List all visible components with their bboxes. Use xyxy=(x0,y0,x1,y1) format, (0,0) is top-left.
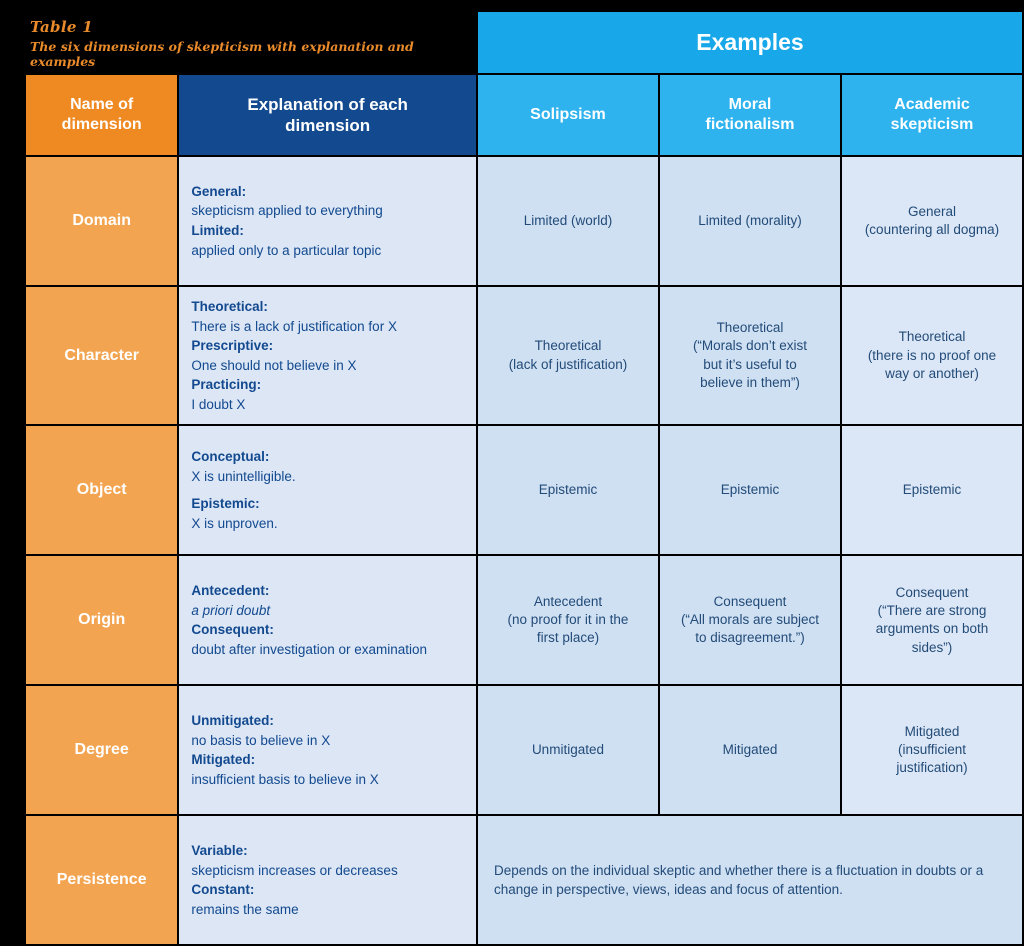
term: Theoretical: xyxy=(191,299,268,314)
row-name-object: Object xyxy=(26,426,177,554)
cell-line: Antecedent xyxy=(533,594,603,610)
term: Limited: xyxy=(191,223,244,238)
cell-line: Theoretical xyxy=(534,338,602,354)
term: Antecedent: xyxy=(191,583,270,599)
cell-line: (“All morals are subject xyxy=(680,612,819,628)
cell-degree-academic xyxy=(842,686,1022,814)
table-caption xyxy=(26,12,476,73)
header-name-line2: dimension xyxy=(61,116,142,133)
row-name-character: Character xyxy=(26,287,177,424)
table-row xyxy=(26,686,1022,814)
cell-line: (there is no proof one xyxy=(867,347,997,363)
table-header-row xyxy=(26,75,1022,155)
table-row xyxy=(26,556,1022,684)
cell-origin-solipsism xyxy=(478,556,658,684)
row-explanation-degree xyxy=(179,686,476,814)
cell-line: way or another) xyxy=(885,365,979,381)
cell-character-solipsism xyxy=(478,287,658,424)
term-desc: skepticism applied to everything xyxy=(191,203,383,219)
cell-line: (no proof for it in the xyxy=(507,612,629,628)
term-desc: doubt after investigation or examination xyxy=(191,641,428,657)
term: Constant: xyxy=(191,882,255,898)
row-name-degree: Degree xyxy=(26,686,177,814)
table-sheet xyxy=(0,10,1024,922)
cell-object-moral: Epistemic xyxy=(660,426,840,554)
cell-line: (“There are strong xyxy=(877,603,987,619)
cell-origin-academic xyxy=(842,556,1022,684)
cell-line: Consequent xyxy=(713,594,787,610)
table-row xyxy=(26,426,1022,554)
row-name-domain: Domain xyxy=(26,157,177,285)
term: Prescriptive: xyxy=(191,338,274,354)
header-academic-line1: Academic xyxy=(894,96,970,113)
table-row xyxy=(26,816,1022,944)
table-row xyxy=(26,287,1022,424)
term-desc: a priori doubt xyxy=(191,602,271,618)
cell-line: Mitigated xyxy=(904,724,960,740)
cell-line: (lack of justification) xyxy=(508,356,628,372)
table-title-row xyxy=(26,12,1022,73)
cell-line: but it’s useful to xyxy=(703,356,797,372)
examples-banner: Examples xyxy=(478,12,1022,73)
cell-line: first place) xyxy=(536,630,600,646)
term-desc: I doubt X xyxy=(191,396,246,412)
cell-degree-moral: Mitigated xyxy=(660,686,840,814)
header-explanation xyxy=(179,75,476,155)
term: General: xyxy=(191,183,247,199)
cell-character-academic xyxy=(842,287,1022,424)
term-desc: There is a lack of justification for X xyxy=(191,318,397,334)
cell-line: (“Morals don’t exist xyxy=(692,338,807,354)
header-solipsism-label: Solipsism xyxy=(530,106,606,123)
header-name-line1: Name of xyxy=(70,96,134,113)
term-desc: X is unintelligible. xyxy=(191,468,296,484)
cell-line: Theoretical xyxy=(898,329,966,345)
term: Practicing: xyxy=(191,377,262,393)
row-explanation-object xyxy=(179,426,476,554)
cell-origin-moral xyxy=(660,556,840,684)
row-explanation-domain xyxy=(179,157,476,285)
term: Unmitigated: xyxy=(191,713,274,729)
cell-degree-solipsism: Unmitigated xyxy=(478,686,658,814)
term-desc: One should not believe in X xyxy=(191,357,357,373)
cell-line: (countering all dogma) xyxy=(864,222,1000,237)
term: Variable: xyxy=(191,843,248,859)
cell-persistence-merged: Depends on the individual skeptic and whether there is a fluctuation in doubts or a change in perspective, views, ideas and focus of attention. xyxy=(478,816,1022,944)
cell-domain-solipsism: Limited (world) xyxy=(478,157,658,285)
cell-line: believe in them”) xyxy=(700,374,800,390)
cell-line: Theoretical xyxy=(716,320,784,336)
cell-domain-academic xyxy=(842,157,1022,285)
term-desc: skepticism increases or decreases xyxy=(191,862,398,878)
term: Conceptual: xyxy=(191,449,270,465)
header-moral-line2: fictionalism xyxy=(705,116,795,133)
header-academic-skepticism xyxy=(842,75,1022,155)
term-desc: X is unproven. xyxy=(191,515,278,531)
header-moral-fictionalism xyxy=(660,75,840,155)
header-explanation-line1: Explanation of each xyxy=(247,94,408,114)
term-desc: no basis to believe in X xyxy=(191,732,331,748)
term: Epistemic: xyxy=(191,496,260,512)
skepticism-dimensions-table xyxy=(24,10,1024,946)
row-explanation-character xyxy=(179,287,476,424)
cell-line: (insufficient xyxy=(897,742,966,758)
table-row xyxy=(26,157,1022,285)
cell-object-solipsism: Epistemic xyxy=(478,426,658,554)
cell-character-moral xyxy=(660,287,840,424)
cell-line: General xyxy=(907,203,956,219)
cell-domain-moral: Limited (morality) xyxy=(660,157,840,285)
cell-line: arguments on both xyxy=(875,621,989,637)
row-name-origin: Origin xyxy=(26,556,177,684)
cell-line: Consequent xyxy=(895,584,969,600)
header-name-of-dimension xyxy=(26,75,177,155)
table-subtitle: The six dimensions of skepticism with explanation and examples xyxy=(30,39,414,69)
header-moral-line1: Moral xyxy=(728,96,772,113)
header-explanation-line2: dimension xyxy=(285,116,371,135)
cell-object-academic: Epistemic xyxy=(842,426,1022,554)
cell-line: sides”) xyxy=(911,639,953,655)
term-desc: applied only to a particular topic xyxy=(191,242,382,258)
term-desc: insufficient basis to believe in X xyxy=(191,771,379,787)
cell-line: justification) xyxy=(896,760,968,776)
term-desc: remains the same xyxy=(191,901,299,917)
row-explanation-persistence xyxy=(179,816,476,944)
table-number: Table 1 xyxy=(30,18,93,36)
header-solipsism xyxy=(478,75,658,155)
row-explanation-origin xyxy=(179,556,476,684)
term: Consequent: xyxy=(191,622,274,638)
header-academic-line2: skepticism xyxy=(890,116,974,133)
row-name-persistence: Persistence xyxy=(26,816,177,944)
cell-line: to disagreement.”) xyxy=(695,630,805,646)
term: Mitigated: xyxy=(191,752,256,768)
